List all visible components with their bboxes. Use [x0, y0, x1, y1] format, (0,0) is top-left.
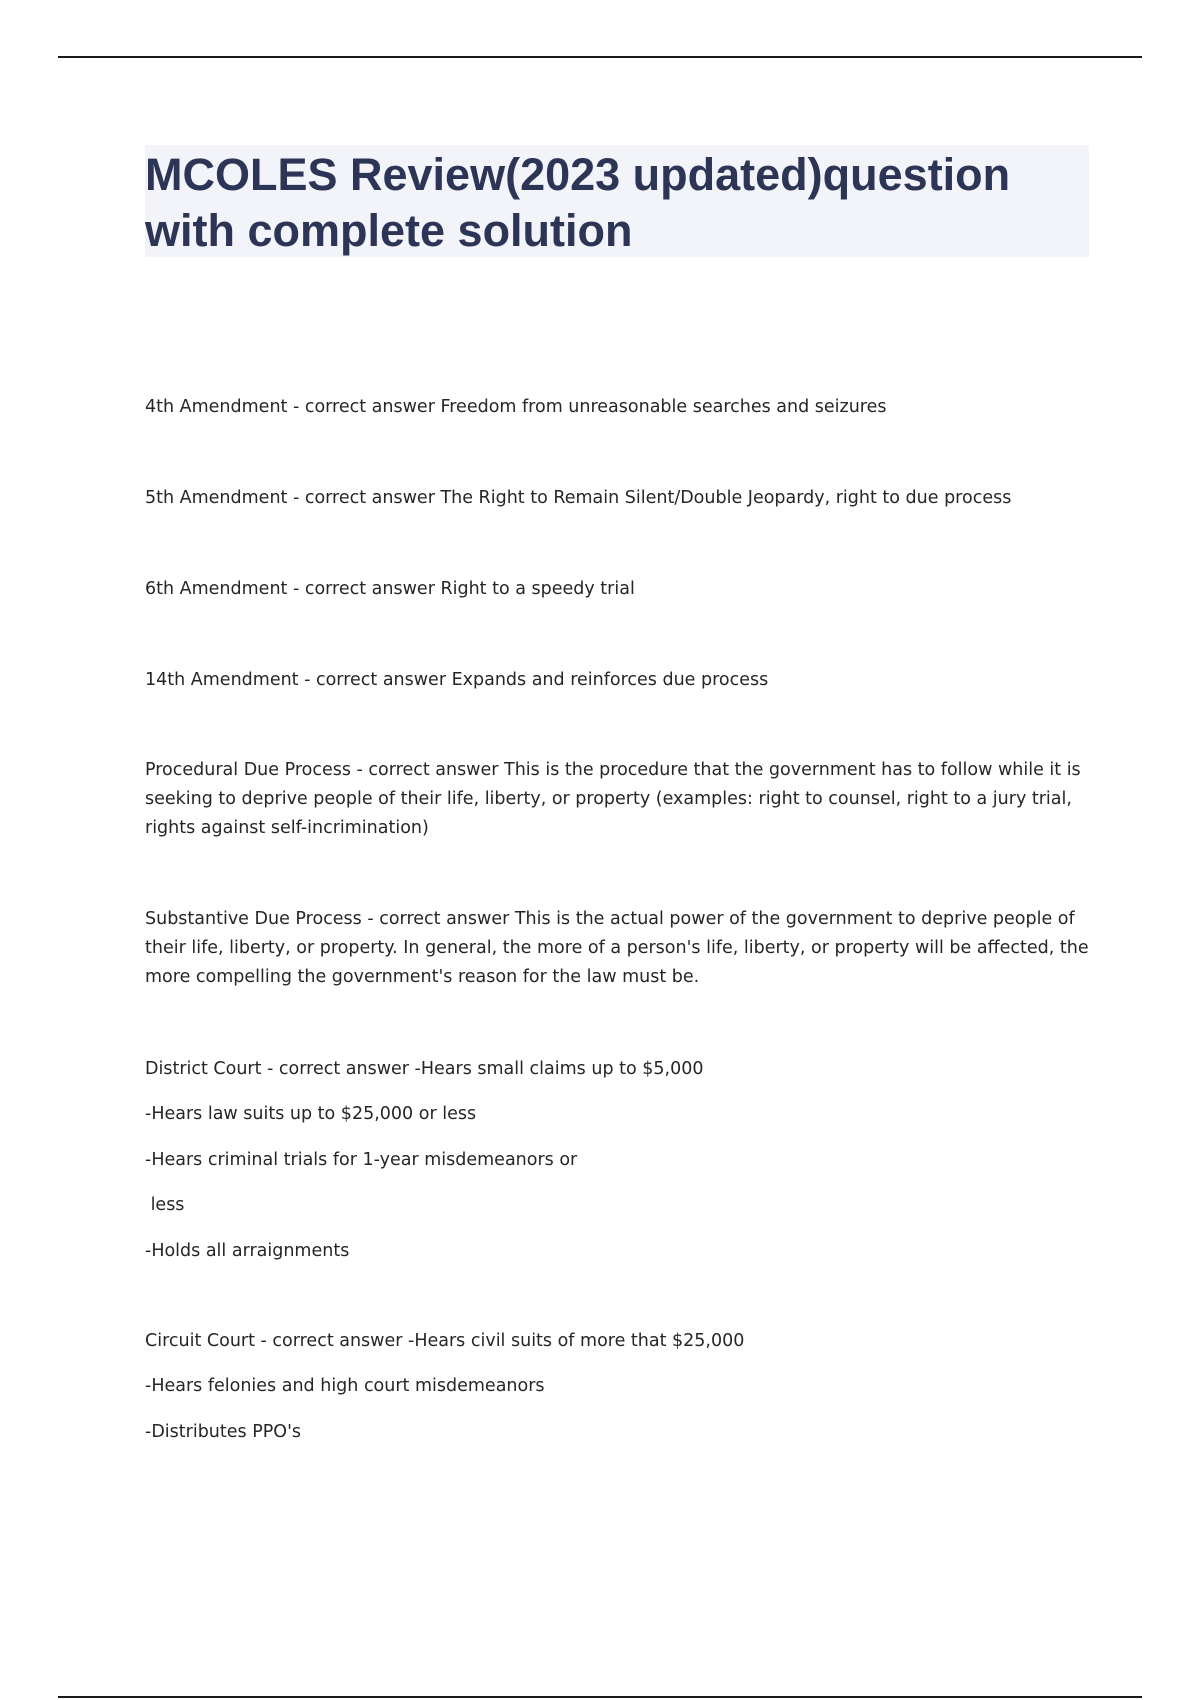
circuit-court-line: -Distributes PPO's	[145, 1422, 302, 1442]
document-title: MCOLES Review(2023 updated)question with complete solution	[145, 149, 1011, 256]
circuit-court-heading: Circuit Court - correct answer -Hears civil suits of more that $25,000	[145, 1331, 745, 1351]
title-block	[145, 145, 1089, 257]
entry-4th-amendment: 4th Amendment - correct answer Freedom from unreasonable searches and seizures	[145, 397, 887, 417]
entry-substantive-due-process: Substantive Due Process - correct answer This is the actual power of the government to deprive people of their life, liberty, or property. In general, the more of a person's life, liberty, or property will be affected, the more compelling the government's reason for the law must be.	[145, 909, 1089, 987]
district-court-line: -Hears law suits up to $25,000 or less	[145, 1104, 477, 1124]
district-court-heading: District Court - correct answer -Hears small claims up to $5,000	[145, 1059, 704, 1079]
entry-14th-amendment: 14th Amendment - correct answer Expands and reinforces due process	[145, 670, 769, 690]
entry-5th-amendment: 5th Amendment - correct answer The Right to Remain Silent/Double Jeopardy, right to due process	[145, 488, 1012, 508]
circuit-court-line: -Hears felonies and high court misdemeanors	[145, 1376, 545, 1396]
district-court-line: less	[145, 1195, 185, 1215]
entry-6th-amendment: 6th Amendment - correct answer Right to a speedy trial	[145, 579, 635, 599]
footer-rule	[58, 1696, 1142, 1698]
entry-procedural-due-process: Procedural Due Process - correct answer This is the procedure that the government has to follow while it is seeking to deprive people of their life, liberty, or property (examples: right to counsel, right to a jury trial, rights against self-incrimination)	[145, 760, 1081, 838]
district-court-line: -Hears criminal trials for 1-year misdemeanors or	[145, 1150, 578, 1170]
header-rule	[58, 56, 1142, 58]
district-court-line: -Holds all arraignments	[145, 1241, 350, 1261]
